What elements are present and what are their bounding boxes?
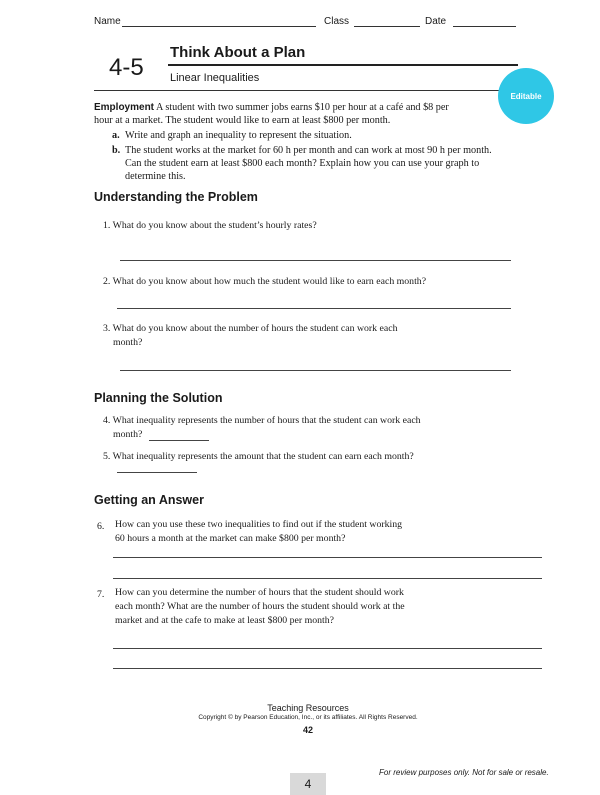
- question-7-line-1: How can you determine the number of hours that the student should work: [115, 587, 404, 598]
- name-field[interactable]: [122, 26, 316, 27]
- problem-line-1: A student with two summer jobs earns $10 per hour at a café and $8 per: [156, 102, 449, 113]
- section-understanding: Understanding the Problem: [94, 190, 258, 204]
- question-1: 1. What do you know about the student’s hourly rates?: [103, 220, 317, 231]
- answer-line-7a[interactable]: [113, 648, 542, 649]
- header-rule: [94, 90, 514, 91]
- section-answer: Getting an Answer: [94, 493, 204, 507]
- answer-line-6a[interactable]: [113, 557, 542, 558]
- answer-line-1[interactable]: [120, 260, 511, 261]
- teaching-resources: Teaching Resources: [267, 703, 349, 713]
- copyright: Copyright © by Pearson Education, Inc., or its affiliates. All Rights Reserved.: [198, 714, 418, 721]
- problem-lead: Employment: [94, 102, 155, 113]
- answer-line-5[interactable]: [117, 472, 197, 473]
- question-7-number: 7.: [97, 589, 105, 600]
- lesson-number: 4-5: [109, 54, 144, 81]
- question-2: 2. What do you know about how much the student would like to earn each month?: [103, 276, 427, 287]
- part-b-text: The student works at the market for 60 h per month and can work at most 90 h per month.: [125, 145, 492, 156]
- lesson-subtitle: Linear Inequalities: [170, 72, 260, 84]
- question-7: [115, 586, 405, 628]
- part-a-text: Write and graph an inequality to represent the situation.: [125, 130, 352, 141]
- answer-line-6b[interactable]: [113, 578, 542, 579]
- part-b-text: determine this.: [125, 171, 186, 182]
- answer-line-7b[interactable]: [113, 668, 542, 669]
- lesson-title: Think About a Plan: [170, 44, 306, 61]
- page-number: 42: [302, 725, 313, 735]
- question-5: 5. What inequality represents the amount that the student can earn each month?: [103, 451, 414, 462]
- part-b-text: Can the student earn at least $800 each month? Explain how you can use your graph to: [125, 158, 480, 169]
- problem-line-2: hour at a market. The student would like to earn at least $800 per month.: [94, 115, 391, 126]
- date-label: Date: [425, 16, 447, 27]
- class-label: Class: [324, 16, 350, 27]
- name-label: Name: [94, 16, 121, 27]
- page-tab: 4: [290, 773, 326, 795]
- part-letter: b.: [112, 145, 121, 156]
- answer-line-2[interactable]: [117, 308, 511, 309]
- answer-line-4[interactable]: [149, 440, 209, 441]
- question-6-line-1: How can you use these two inequalities to find out if the student working: [115, 519, 403, 530]
- part-letter: a.: [112, 130, 120, 141]
- problem-statement: [94, 101, 514, 127]
- question-6-line-2: 60 hours a month at the market can make $800 per month?: [115, 533, 346, 544]
- class-field[interactable]: [354, 26, 420, 27]
- editable-badge[interactable]: Editable: [498, 68, 554, 124]
- answer-line-3[interactable]: [120, 370, 511, 371]
- question-3: [103, 322, 397, 350]
- question-3-line-2: month?: [113, 337, 143, 348]
- review-notice: For review purposes only. Not for sale or resale.: [379, 768, 549, 777]
- section-planning: Planning the Solution: [94, 391, 223, 405]
- problem-parts: [112, 129, 532, 183]
- question-7-line-2: each month? What are the number of hours the student should work at the: [115, 601, 405, 612]
- question-3-line-1: 3. What do you know about the number of hours the student can work each: [103, 323, 398, 334]
- date-field[interactable]: [453, 26, 516, 27]
- title-rule: [168, 64, 518, 66]
- question-4-line-1: 4. What inequality represents the number of hours that the student can work each: [103, 415, 421, 426]
- question-7-line-3: market and at the cafe to make at least $800 per month?: [115, 615, 334, 626]
- question-6-number: 6.: [97, 521, 105, 532]
- question-4: [103, 414, 421, 442]
- question-6: [115, 518, 402, 546]
- question-4-line-2: month?: [113, 429, 143, 440]
